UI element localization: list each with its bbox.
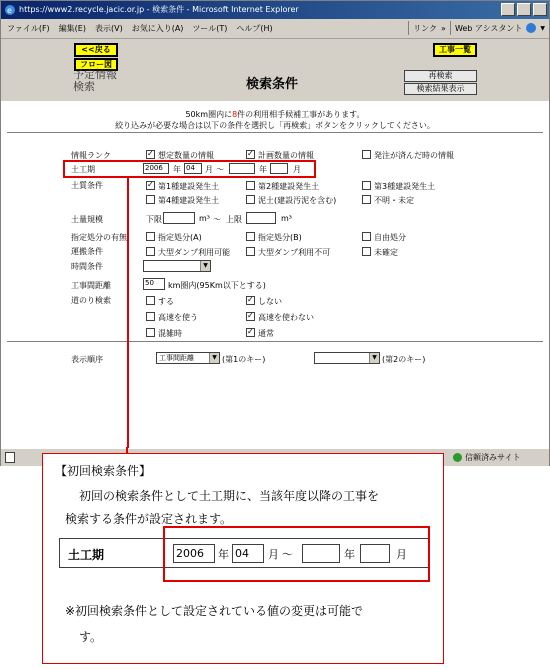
divider bbox=[408, 21, 409, 35]
designation-option-3: 自由処分 bbox=[374, 233, 406, 242]
notice-line1 bbox=[1, 109, 549, 120]
sort-key1-hint: (第1のキー) bbox=[222, 355, 266, 364]
month-unit: 月 bbox=[268, 548, 279, 561]
soil-option-3: 第3種建設発生土 bbox=[374, 182, 436, 191]
page-subtitle bbox=[73, 69, 117, 93]
soil-checkbox-5[interactable] bbox=[246, 195, 255, 204]
sort-label: 表示順序 bbox=[71, 355, 103, 364]
month-unit: 月 bbox=[205, 165, 213, 174]
soil-checkbox-3[interactable] bbox=[362, 181, 371, 190]
route-no-highway-checkbox[interactable] bbox=[246, 312, 255, 321]
subtitle-line1: 予定情報 bbox=[73, 68, 117, 81]
callout-connector bbox=[127, 178, 129, 448]
year-unit: 年 bbox=[218, 548, 229, 561]
info-rank-checkbox-1[interactable] bbox=[146, 150, 155, 159]
menu-view[interactable]: 表示(V) bbox=[94, 24, 123, 33]
header-panel bbox=[1, 39, 549, 101]
month-unit: 月 bbox=[396, 548, 407, 561]
sort-key1-value: 工事間距離 bbox=[159, 354, 194, 362]
svg-text:e: e bbox=[7, 6, 12, 15]
soil-option-6: 不明・未定 bbox=[374, 196, 414, 205]
menu-file[interactable]: ファイル(F) bbox=[7, 24, 50, 33]
callout-note-line2: す。 bbox=[79, 630, 103, 644]
route-no-highway-option: 高速を使わない bbox=[258, 313, 314, 322]
window-title: https://www2.recycle.jacic.or.jp - 検索条件 - Microsoft Internet Explorer bbox=[19, 5, 299, 14]
divider bbox=[7, 341, 543, 343]
designation-checkbox-2[interactable] bbox=[246, 232, 255, 241]
scale-unit: m³ bbox=[199, 214, 210, 223]
month-unit: 月 bbox=[293, 165, 301, 174]
menu-bar bbox=[1, 19, 549, 39]
info-rank-label: 情報ランク bbox=[71, 151, 111, 160]
route-busy-checkbox[interactable] bbox=[146, 328, 155, 337]
chevron-down-icon[interactable]: ▼ bbox=[540, 24, 545, 32]
distance-label: 工事間距離 bbox=[71, 281, 111, 290]
transport-option-3: 未確定 bbox=[374, 248, 398, 257]
period-year-from-input[interactable]: 2006 bbox=[143, 163, 169, 174]
designation-label: 指定処分の有無 bbox=[71, 233, 127, 242]
notice-line2: 絞り込みが必要な場合は以下の条件を選択し「再検索」ボタンをクリックしてください。 bbox=[115, 121, 435, 130]
research-button[interactable]: 再検索 bbox=[404, 70, 477, 82]
designation-checkbox-3[interactable] bbox=[362, 232, 371, 241]
menu-favorites[interactable]: お気に入り(A) bbox=[131, 24, 184, 33]
page-content bbox=[1, 39, 549, 448]
route-no-option: しない bbox=[258, 297, 282, 306]
route-busy-option: 混雑時 bbox=[158, 329, 182, 338]
soil-checkbox-1[interactable] bbox=[146, 181, 155, 190]
scale-upper-label: 上限 bbox=[226, 215, 242, 224]
toolbar-right bbox=[408, 21, 545, 35]
soil-option-1: 第1種建設発生土 bbox=[158, 182, 220, 191]
period-year-to-input[interactable] bbox=[229, 163, 255, 174]
route-highway-option: 高速を使う bbox=[158, 313, 198, 322]
notice-text: 件の利用相手候補工事があります。 bbox=[237, 110, 365, 119]
callout-body-line2: 検索する条件が設定されます。 bbox=[65, 512, 233, 526]
route-yes-option: する bbox=[158, 297, 174, 306]
links-chevron-icon[interactable]: » bbox=[441, 23, 446, 33]
maximize-button[interactable] bbox=[517, 3, 531, 16]
route-normal-option: 通常 bbox=[258, 329, 274, 338]
ie-icon bbox=[4, 4, 16, 16]
show-results-button[interactable]: 検索結果表示 bbox=[404, 83, 477, 95]
minimize-button[interactable] bbox=[501, 3, 515, 16]
scale-lower-label: 下限 bbox=[146, 215, 162, 224]
transport-label: 運搬条件 bbox=[71, 247, 103, 256]
transport-checkbox-2[interactable] bbox=[246, 247, 255, 256]
title-bar bbox=[1, 1, 549, 19]
sort-key2-hint: (第2のキー) bbox=[382, 355, 426, 364]
time-label: 時間条件 bbox=[71, 262, 103, 271]
distance-input[interactable]: 50 bbox=[143, 278, 165, 290]
web-assistant-button[interactable]: Web アシスタント bbox=[454, 23, 523, 33]
tilde: ～ bbox=[282, 548, 293, 561]
info-rank-checkbox-2[interactable] bbox=[246, 150, 255, 159]
divider bbox=[7, 132, 543, 134]
distance-hint: km圏内(95Km以下とする) bbox=[168, 281, 266, 290]
menu-tools[interactable]: ツール(T) bbox=[192, 24, 228, 33]
route-yes-checkbox[interactable] bbox=[146, 296, 155, 305]
soil-option-5: 泥土(建設汚泥を含む) bbox=[258, 196, 337, 205]
route-label: 道のり検索 bbox=[71, 296, 111, 305]
page-icon bbox=[5, 452, 15, 463]
chevron-down-icon: ▼ bbox=[200, 261, 210, 271]
chevron-down-icon: ▼ bbox=[209, 353, 219, 363]
assistant-globe-icon bbox=[526, 23, 536, 33]
info-rank-option-2: 計画数量の情報 bbox=[258, 151, 314, 160]
designation-option-1: 指定処分(A) bbox=[158, 233, 202, 242]
route-normal-checkbox[interactable] bbox=[246, 328, 255, 337]
period-month-to-input[interactable] bbox=[270, 163, 288, 174]
project-list-button[interactable]: 工事一覧 bbox=[433, 43, 477, 57]
callout-body-line1: 初回の検索条件として土工期に、当該年度以降の工事を bbox=[79, 489, 380, 503]
soil-option-4: 第4種建設発生土 bbox=[158, 196, 220, 205]
notice-text: 50km圏内に bbox=[185, 110, 233, 119]
route-highway-checkbox[interactable] bbox=[146, 312, 155, 321]
tilde: ～ bbox=[213, 215, 221, 224]
soil-checkbox-2[interactable] bbox=[246, 181, 255, 190]
soil-label: 土質条件 bbox=[71, 181, 103, 190]
close-button[interactable] bbox=[533, 3, 547, 16]
designation-option-2: 指定処分(B) bbox=[258, 233, 302, 242]
info-rank-option-1: 想定数量の情報 bbox=[158, 151, 214, 160]
result-count: 8 bbox=[232, 110, 238, 119]
scale-label: 土量規模 bbox=[71, 215, 103, 224]
scale-lower-input[interactable] bbox=[163, 212, 195, 224]
divider bbox=[450, 21, 451, 35]
page-title: 検索条件 bbox=[246, 77, 299, 92]
soil-option-2: 第2種建設発生土 bbox=[258, 182, 320, 191]
time-select[interactable] bbox=[143, 260, 211, 272]
designation-checkbox-1[interactable] bbox=[146, 232, 155, 241]
year-unit: 年 bbox=[344, 548, 355, 561]
route-no-checkbox[interactable] bbox=[246, 296, 255, 305]
sample-period-label: 土工期 bbox=[68, 548, 105, 562]
result-notice bbox=[1, 109, 549, 131]
flow-diagram-button[interactable]: フロー図 bbox=[74, 58, 118, 71]
window-controls bbox=[501, 3, 547, 16]
year-unit: 年 bbox=[173, 165, 181, 174]
chevron-down-icon: ▼ bbox=[369, 353, 379, 363]
callout-heading: 【初回検索条件】 bbox=[55, 464, 152, 478]
info-rank-option-3: 発注が済んだ時の情報 bbox=[374, 151, 454, 160]
subtitle-line2: 検索 bbox=[73, 80, 95, 93]
transport-checkbox-3[interactable] bbox=[362, 247, 371, 256]
links-label[interactable]: リンク bbox=[413, 23, 438, 33]
callout-note-line1: ※初回検索条件として設定されている値の変更は可能で bbox=[65, 604, 364, 618]
year-unit: 年 bbox=[259, 165, 267, 174]
period-label: 土工期 bbox=[71, 165, 95, 174]
scale-upper-input[interactable] bbox=[246, 212, 276, 224]
transport-option-2: 大型ダンプ利用不可 bbox=[258, 248, 331, 257]
sample-highlight bbox=[163, 526, 430, 582]
soil-checkbox-4[interactable] bbox=[146, 195, 155, 204]
period-month-from-input[interactable]: 04 bbox=[184, 163, 202, 174]
trusted-site-icon bbox=[453, 453, 462, 462]
callout-panel bbox=[42, 453, 444, 664]
menu-edit[interactable]: 編集(E) bbox=[58, 24, 86, 33]
transport-option-1: 大型ダンプ利用可能 bbox=[158, 248, 231, 257]
sort-key1-select[interactable] bbox=[156, 352, 220, 364]
sort-key2-select[interactable] bbox=[314, 352, 380, 364]
tilde: ～ bbox=[216, 165, 224, 174]
transport-checkbox-1[interactable] bbox=[146, 247, 155, 256]
sample-year-from-input: 2006 bbox=[173, 544, 215, 563]
status-text: 信頼済みサイト bbox=[465, 453, 521, 462]
soil-checkbox-6[interactable] bbox=[362, 195, 371, 204]
menu-help[interactable]: ヘルプ(H) bbox=[236, 24, 273, 33]
back-button[interactable]: <<戻る bbox=[74, 43, 118, 57]
sample-month-from-input: 04 bbox=[232, 544, 264, 563]
scale-unit: m³ bbox=[281, 214, 292, 223]
